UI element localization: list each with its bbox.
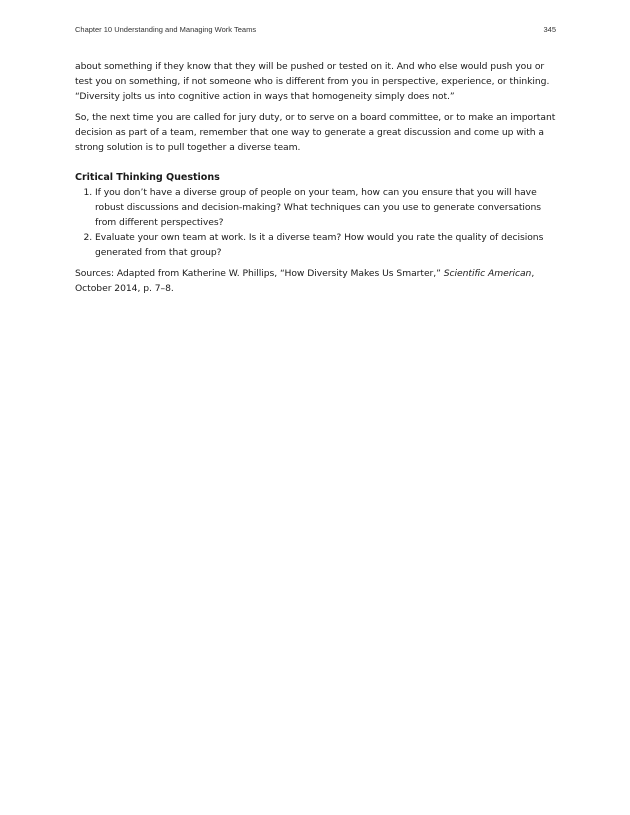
critical-thinking-questions [75, 185, 556, 260]
body-paragraph: So, the next time you are called for jury duty, or to serve on a board committee, or to make an important decision as part of a team, remember that one way to generate a great discussion and come up with a strong solution is to pull together a diverse team. [75, 112, 556, 153]
sources-prefix: Sources: Adapted from Katherine W. Phillips, “How Diversity Makes Us Smarter,” [75, 268, 444, 279]
critical-thinking-heading: Critical Thinking Questions [75, 172, 220, 183]
question-item: 1. If you don’t have a diverse group of people on your team, how can you ensure that you will have robust discussions and decision-making? What techniques can you use to generate conversations from different perspectives? [95, 185, 556, 230]
publication-title: Scientific American [443, 268, 532, 279]
body-paragraph: about something if they know that they will be pushed or tested on it. And who else would push you or test you on something, if not someone who is different from you in perspective, experience, or thinking. “Diversity jolts us into cognitive action in ways that homogeneity simply does not.” [75, 61, 550, 102]
page-body [75, 59, 556, 302]
sources-citation [75, 266, 556, 296]
sources-suffix: , October 2014, p. 7–8. [75, 268, 535, 294]
page-number: 345 [543, 25, 556, 34]
chapter-title: Chapter 10 Understanding and Managing Work Teams [75, 25, 257, 34]
running-header [75, 25, 556, 34]
question-item: 2. Evaluate your own team at work. Is it a diverse team? How would you rate the quality of decisions generated from that group? [95, 230, 556, 260]
